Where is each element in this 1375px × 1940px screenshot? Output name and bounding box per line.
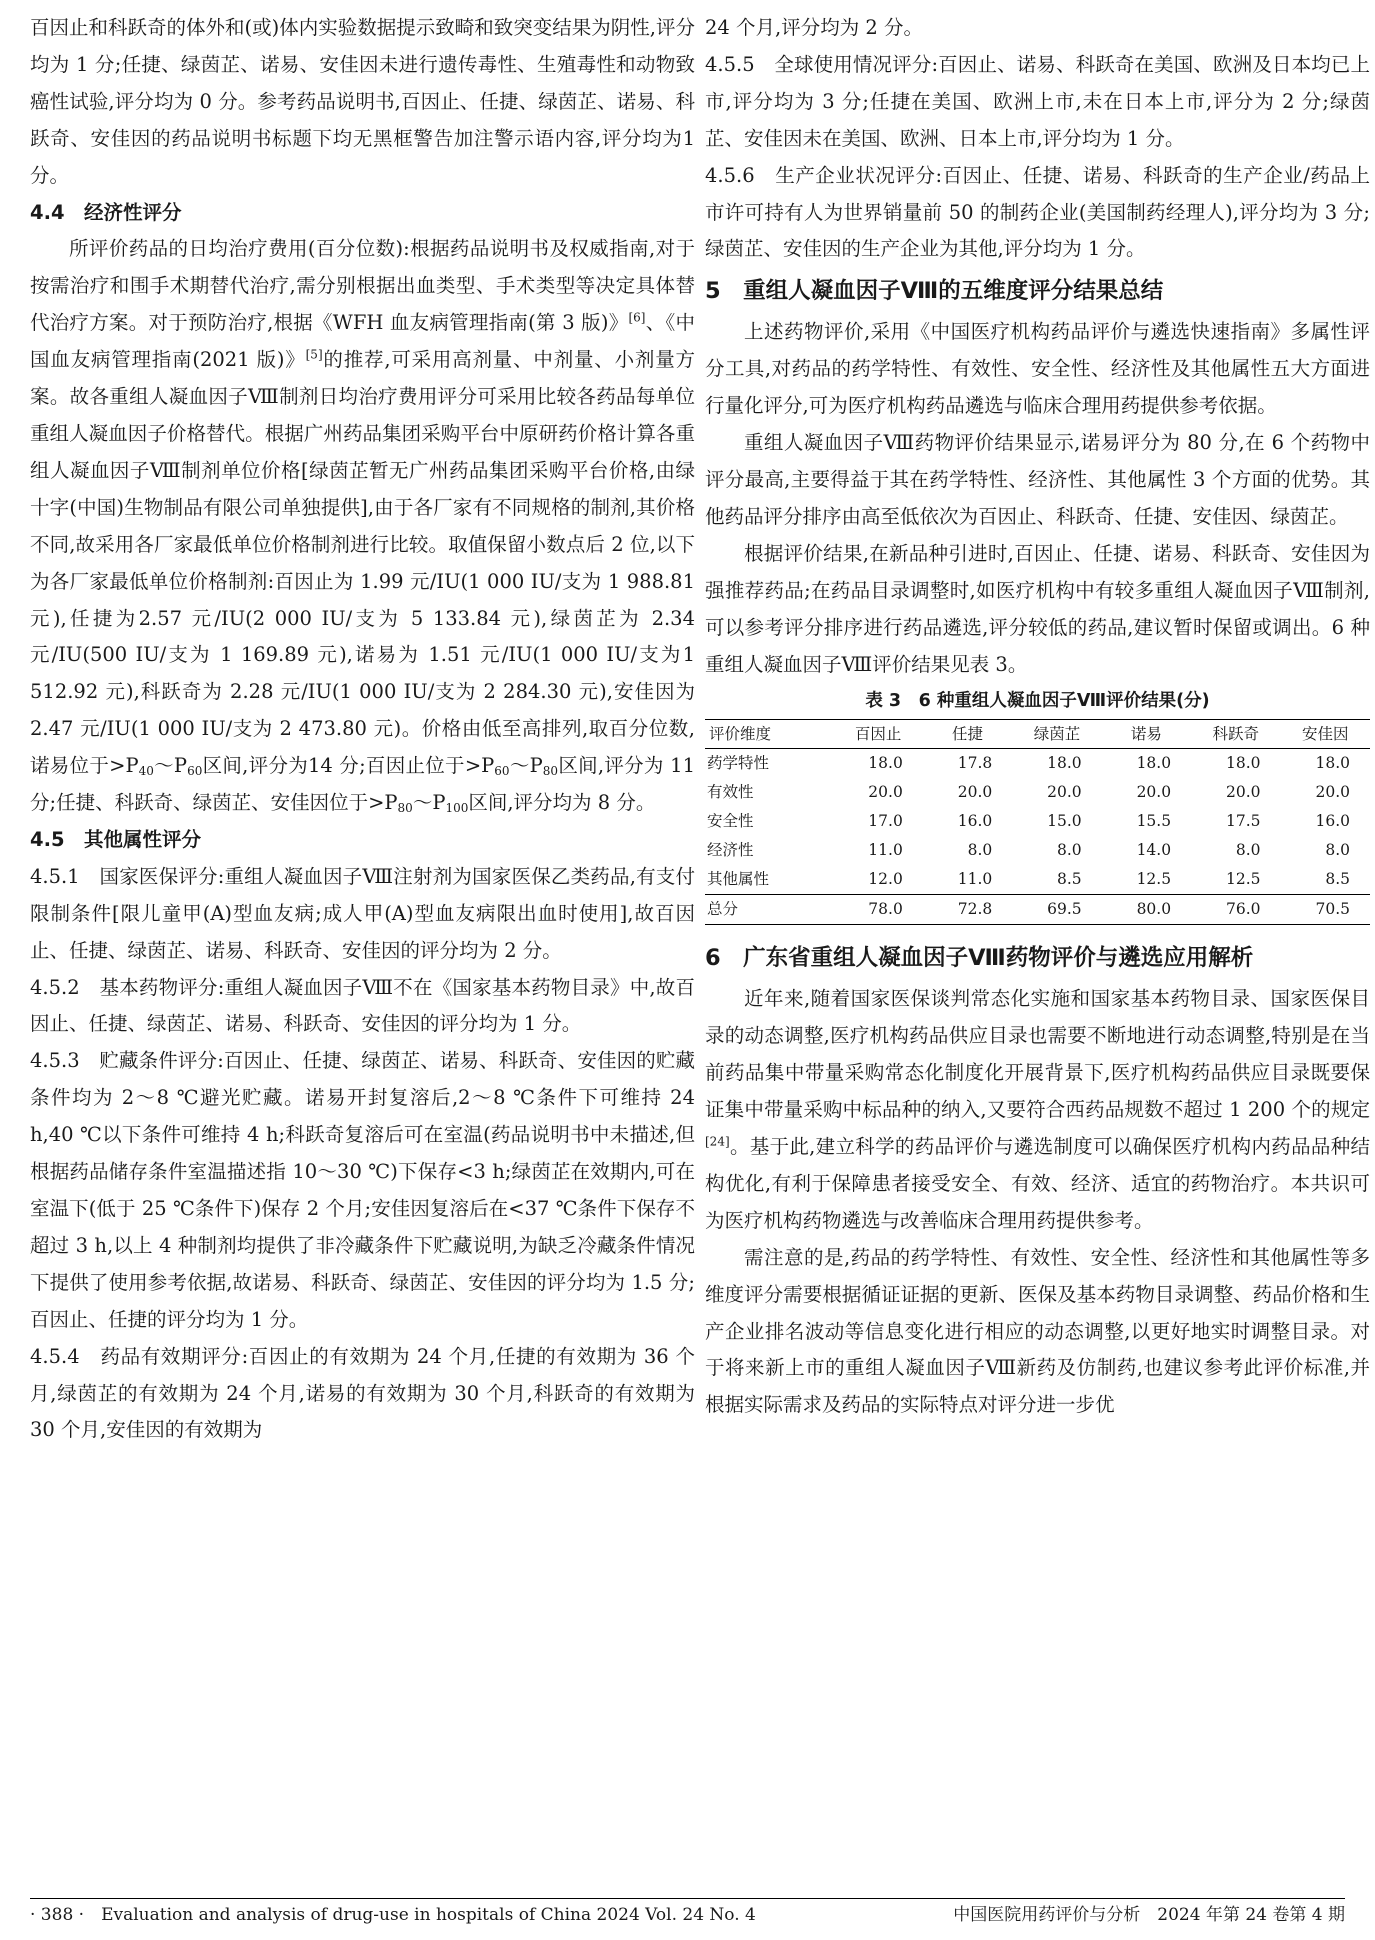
table-cell: 8.5 — [1057, 870, 1082, 889]
table-row — [705, 749, 1370, 779]
table-row — [705, 836, 1370, 865]
section-heading-4-5: 4.5 其他属性评分 — [30, 827, 202, 851]
table-cell: 20.0 — [957, 783, 993, 802]
table-cell: 12.5 — [1225, 870, 1261, 889]
table-header-cell: 诺易 — [1102, 720, 1191, 749]
table-header-cell: 任捷 — [923, 720, 1012, 749]
table-cell: 16.0 — [1315, 812, 1350, 831]
table-cell: 8.5 — [1325, 870, 1350, 889]
right-column — [705, 10, 1370, 1424]
table-cell: 20.0 — [1136, 783, 1172, 802]
table-cell: 15.0 — [1047, 812, 1082, 831]
paragraph-summary-recommendation: 根据评价结果,在新品种引进时,百因止、任捷、诺易、科跃奇、安佳因为强推荐药品;在药品目录调整时,如医疗机构中有较多重组人凝血因子Ⅷ制剂,可以参考评分排序进行药品遴选,评分较低的药品,建议暂时保留或调出。6 种重组人凝血因子Ⅷ评价结果见表 3。 — [705, 541, 1370, 676]
table-cell: 70.5 — [1281, 895, 1371, 925]
table-header-cell: 科跃奇 — [1191, 720, 1280, 749]
paragraph-4-5-4: 4.5.4 药品有效期评分:百因止的有效期为 24 个月,任捷的有效期为 36 个月,绿茵芷的有效期为 24 个月,诺易的有效期为 30 个月,科跃奇的有效期为 30 个月,安佳因的有效期为 — [30, 1344, 695, 1442]
paragraph-dynamic-adjustment: 需注意的是,药品的药学特性、有效性、安全性、经济性和其他属性等多维度评分需要根据循证证据的更新、医保及基本药物目录调整、药品价格和生产企业排名波动等信息变化进行相应的动态调整,以更好地实时调整目录。对于将来新上市的重组人凝血因子Ⅷ新药及仿制药,也建议参考此评价标准,并根据实际需求及药品的实际特点对评分进一步优 — [705, 1245, 1370, 1417]
table-cell: 8.0 — [967, 841, 993, 860]
paragraph-summary-method: 上述药物评价,采用《中国医疗机构药品评价与遴选快速指南》多属性评分工具,对药品的药学特性、有效性、安全性、经济性及其他属性五大方面进行量化评分,可为医疗机构药品遴选与临床合理用药提供参考依据。 — [705, 320, 1370, 418]
footer-divider — [30, 1898, 1345, 1899]
table-cell: 76.0 — [1191, 895, 1280, 925]
paragraph-4-5-2: 4.5.2 基本药物评分:重组人凝血因子Ⅷ不在《国家基本药物目录》中,故百因止、任捷、绿茵芷、诺易、科跃奇、安佳因的评分均为 1 分。 — [30, 975, 695, 1036]
table-cell: 18.0 — [1315, 754, 1350, 773]
table-header-cell: 安佳因 — [1281, 720, 1371, 749]
table-cell: 17.8 — [957, 754, 993, 773]
table-cell: 20.0 — [1047, 783, 1082, 802]
table-cell: 经济性 — [707, 841, 754, 860]
paragraph-4-5-6: 4.5.6 生产企业状况评分:百因止、任捷、诺易、科跃奇的生产企业/药品上市许可持有人为世界销量前 50 的制药企业(美国制药经理人),评分均为 3 分;绿茵芷、安佳因的生产企业为其他,评分均为 1 分。 — [705, 163, 1370, 261]
table-cell: 16.0 — [957, 812, 993, 831]
citation-24[interactable]: [24] — [705, 1134, 730, 1149]
table-cell: 其他属性 — [707, 870, 770, 889]
table-cell: 12.5 — [1136, 870, 1172, 889]
table-cell: 11.0 — [957, 870, 993, 889]
table-cell: 17.5 — [1225, 812, 1261, 831]
table-cell: 8.0 — [1325, 841, 1350, 860]
table-row — [705, 807, 1370, 836]
table-cell: 80.0 — [1102, 895, 1191, 925]
table-header-cell: 评价维度 — [705, 720, 833, 749]
footer-journal-english: · 388 · Evaluation and analysis of drug-use in hospitals of China 2024 Vol. 24 No. 4 — [30, 1905, 756, 1925]
table-cell: 药学特性 — [707, 754, 770, 773]
paragraph-4-5-4-continued: 24 个月,评分均为 2 分。 — [705, 16, 924, 39]
table-cell: 20.0 — [868, 783, 903, 802]
left-column — [30, 10, 695, 1449]
footer-journal-chinese: 中国医院用药评价与分析 2024 年第 24 卷第 4 期 — [953, 1905, 1345, 1925]
paragraph-4-5-3: 4.5.3 贮藏条件评分:百因止、任捷、绿茵芷、诺易、科跃奇、安佳因的贮藏条件均为 2～8 ℃避光贮藏。诺易开封复溶后,2～8 ℃条件下可维持 24 h,40 ℃以下条件可维持 4 h;科跃奇复溶后可在室温(药品说明书中未描述,但根据药品储存条件室温描述指 10～30 ℃)下保存<3 h;绿茵芷在效期内,可在室温下(低于 25 ℃条件下)保存 2 个月;安佳因复溶后在<37 ℃条件下保存不超过 3 h,以上 4 种制剂均提供了非冷藏条件下贮藏说明,为缺乏冷藏条件情况下提供了使用参考依据,故诺易、科跃奇、绿茵芷、安佳因的评分均为 1.5 分;百因止、任捷的评分均为 1 分。 — [30, 1049, 695, 1331]
table-row-total — [705, 895, 1370, 925]
table-cell: 20.0 — [1225, 783, 1261, 802]
citation-5[interactable]: [5] — [305, 347, 323, 362]
table-cell: 18.0 — [1136, 754, 1172, 773]
table-cell: 18.0 — [1225, 754, 1261, 773]
table-cell: 20.0 — [1315, 783, 1350, 802]
results-table — [705, 719, 1370, 925]
table-cell: 15.5 — [1136, 812, 1172, 831]
paragraph-summary-result: 重组人凝血因子Ⅷ药物评价结果显示,诺易评分为 80 分,在 6 个药物中评分最高,主要得益于其在药学特性、经济性、其他属性 3 个方面的优势。其他药品评分排序由高至低依次为百因止、科跃奇、任捷、安佳因、绿茵芷。 — [705, 431, 1370, 528]
table-cell: 78.0 — [833, 895, 922, 925]
table-header-cell: 百因止 — [833, 720, 922, 749]
table-row — [705, 778, 1370, 807]
paragraph-economics: 所评价药品的日均治疗费用(百分位数):根据药品说明书及权威指南,对于按需治疗和围手术期替代治疗,需分别根据出血类型、手术类型等决定具体替代治疗方案。对于预防治疗,根据《WFH 血友病管理指南(第 3 版)》[6]、《中国血友病管理指南(2021 版)》[5]的推荐,可采用高剂量、中剂量、小剂量方案。故各重组人凝血因子Ⅷ制剂日均治疗费用评分可采用比较各药品每单位重组人凝血因子价格替代。根据广州药品集团采购平台中原研药价格计算各重组人凝血因子Ⅷ制剂单位价格[绿茵芷暂无广州药品集团采购平台价格,由绿十字(中国)生物制品有限公司单独提供],由于各厂家有不同规格的制剂,其价格不同,故采用各厂家最低单位价格制剂进行比较。取值保留小数点后 2 位,以下为各厂家最低单位价格制剂:百因止为 1.99 元/IU(1 000 IU/支为 1 988.81 元),任捷为2.57 元/IU(2 000 IU/支为 5 133.84 元),绿茵芷为 2.34 元/IU(500 IU/支为 1 169.89 元),诺易为 1.51 元/IU(1 000 IU/支为1 512.92 元),科跃奇为 2.28 元/IU(1 000 IU/支为 2 284.30 元),安佳因为 2.47 元/IU(1 000 IU/支为 2 473.80 元)。价格由低至高排列,取百分位数,诺易位于$>P_{40}\sim P_{60}$区间,评分为14 分;百因止位于$>P_{60}\sim P_{80}$区间,评分为 11 分;任捷、科跃奇、绿茵芷、安佳因位于$>P_{80}\sim P_{100}$区间,评分均为 8 分。 — [30, 237, 695, 816]
section-heading-5: 5 重组人凝血因子Ⅷ的五维度评分结果总结 — [705, 278, 1164, 305]
citation-6[interactable]: [6] — [628, 310, 646, 325]
paragraph-4-5-1: 4.5.1 国家医保评分:重组人凝血因子Ⅷ注射剂为国家医保乙类药品,有支付限制条件[限儿童甲(A)型血友病;成人甲(A)型血友病限出血时使用],故百因止、任捷、绿茵芷、诺易、科跃奇、安佳因的评分均为 2 分。 — [30, 864, 695, 962]
table-cell: 17.0 — [868, 812, 903, 831]
table-cell: 11.0 — [868, 841, 903, 860]
table-cell: 总分 — [705, 895, 833, 925]
table-cell: 72.8 — [923, 895, 1012, 925]
table-header-row — [705, 720, 1370, 749]
table-title: 表 3 6 种重组人凝血因子Ⅷ评价结果(分) — [865, 691, 1210, 712]
table-cell: 8.0 — [1057, 841, 1082, 860]
table-cell: 18.0 — [868, 754, 903, 773]
paragraph-application: 近年来,随着国家医保谈判常态化实施和国家基本药物目录、国家医保目录的动态调整,医疗机构药品供应目录也需要不断地进行动态调整,特别是在当前药品集中带量采购常态化制度化开展背景下,医疗机构药品供应目录既要保证集中带量采购中标品种的纳入,又要符合西药品规数不超过 1 200 个的规定[24]。基于此,建立科学的药品评价与遴选制度可以确保医疗机构内药品品种结构优化,有利于保障患者接受安全、有效、经济、适宜的药物治疗。本共识可为医疗机构药物遴选与改善临床合理用药提供参考。 — [705, 987, 1370, 1232]
table-cell: 12.0 — [868, 870, 903, 889]
table-cell: 8.0 — [1235, 841, 1261, 860]
table-cell: 安全性 — [707, 812, 754, 831]
table-row — [705, 865, 1370, 895]
paragraph-4-5-5: 4.5.5 全球使用情况评分:百因止、诺易、科跃奇在美国、欧洲及日本均已上市,评分均为 3 分;任捷在美国、欧洲上市,未在日本上市,评分为 2 分;绿茵芷、安佳因未在美国、欧洲、日本上市,评分均为 1 分。 — [705, 52, 1370, 150]
table-cell: 14.0 — [1136, 841, 1172, 860]
table-cell: 69.5 — [1012, 895, 1101, 925]
section-heading-4-4: 4.4 经济性评分 — [30, 200, 182, 224]
paragraph-mutagenicity: 百因止和科跃奇的体外和(或)体内实验数据提示致畸和致突变结果为阴性,评分均为 1 分;任捷、绿茵芷、诺易、安佳因未进行遗传毒性、生殖毒性和动物致癌性试验,评分均为 0 分。参考药品说明书,百因止、任捷、绿茵芷、诺易、科跃奇、安佳因的药品说明书标题下均无黑框警告加注警示语内容,评分均为1 分。 — [30, 16, 695, 187]
table-cell: 18.0 — [1047, 754, 1082, 773]
table-cell: 有效性 — [707, 783, 754, 802]
section-heading-6: 6 广东省重组人凝血因子Ⅷ药物评价与遴选应用解析 — [705, 945, 1254, 972]
table-header-cell: 绿茵芷 — [1012, 720, 1101, 749]
